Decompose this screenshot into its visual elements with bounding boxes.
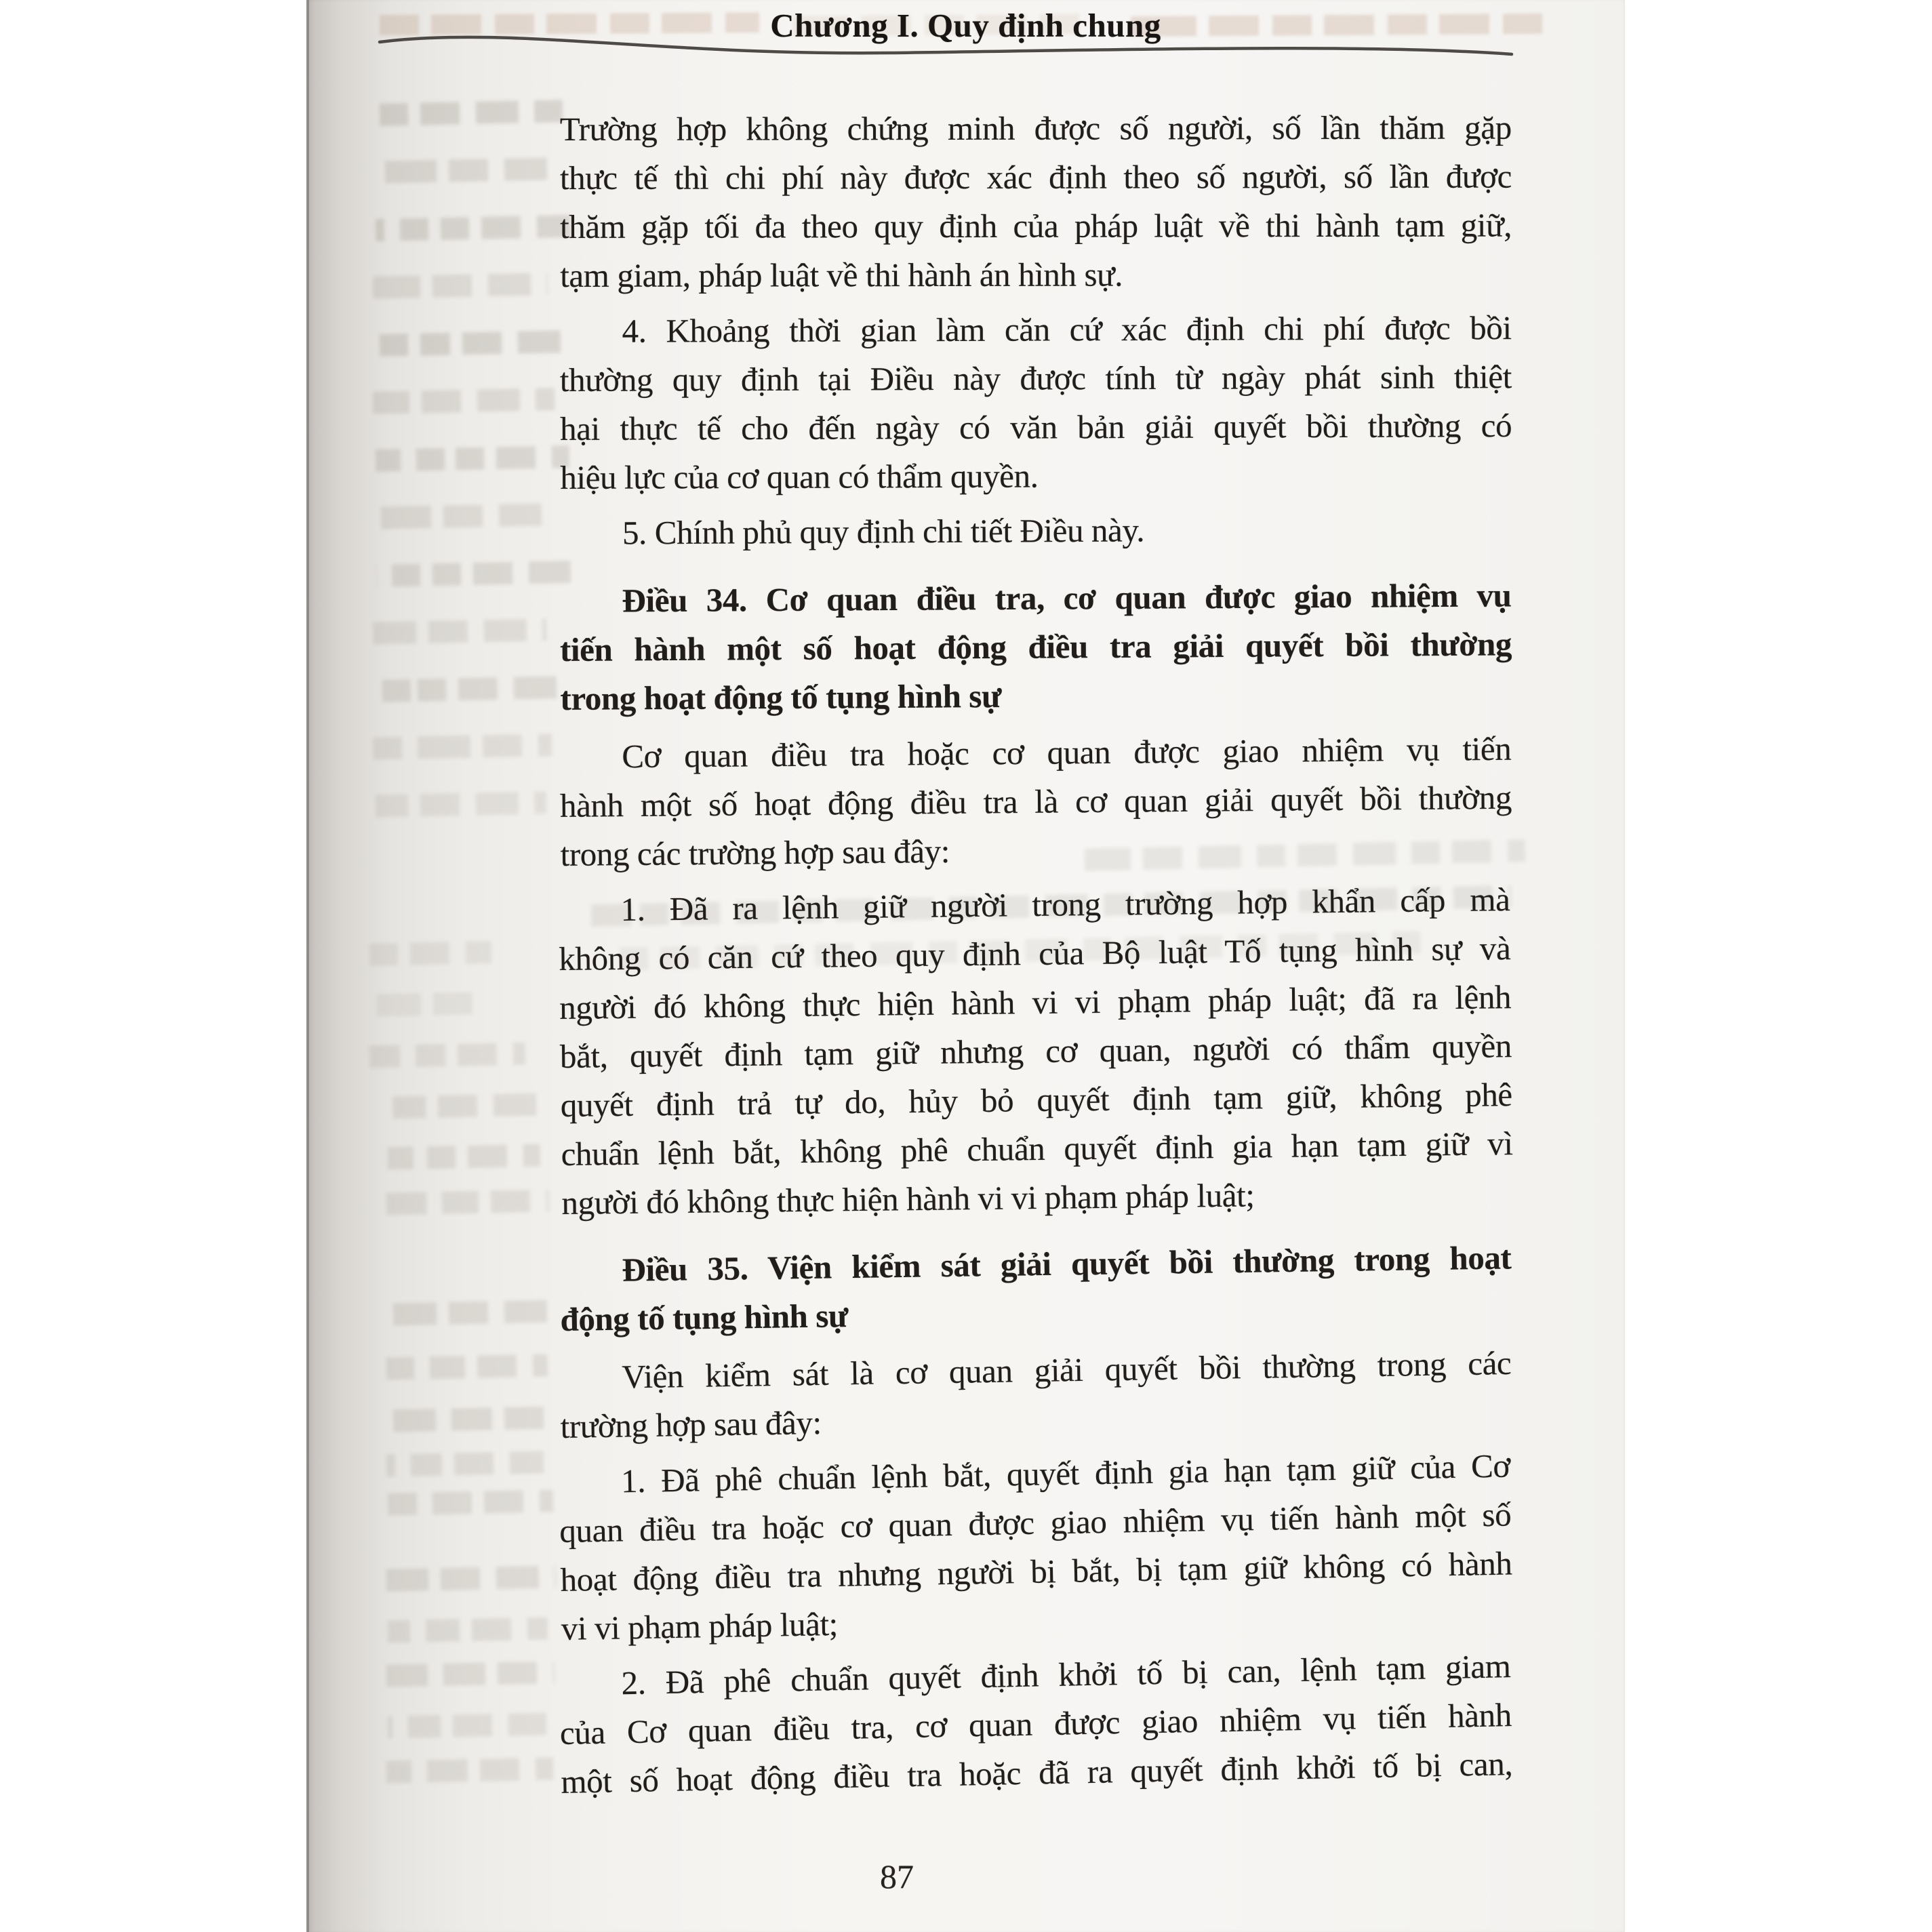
bleedthrough-ghost	[376, 330, 573, 357]
bleedthrough-ghost	[376, 215, 571, 241]
text-line: hoạt động điều tra nhưng người bị bắt, bị tạm giữ không có hành	[560, 1544, 1512, 1598]
bleedthrough-ghost	[373, 503, 550, 529]
text-line: 4. Khoảng thời gian làm căn cứ xác định chi phí được bồi	[622, 309, 1512, 350]
bleedthrough-ghost	[369, 1043, 526, 1068]
bleedthrough-ghost	[386, 1661, 555, 1687]
bleedthrough-ghost	[373, 618, 547, 644]
text-line: Cơ quan điều tra hoặc cơ quan được giao nhiệm vụ tiến	[622, 729, 1512, 776]
bleedthrough-ghost	[386, 1565, 557, 1591]
heading-line: động tố tụng hình sự	[560, 1297, 849, 1338]
bleedthrough-ghost	[388, 1489, 554, 1515]
article-35-intro	[559, 1339, 1512, 1451]
bleedthrough-ghost	[373, 388, 555, 414]
page-content	[560, 105, 1512, 1807]
text-line: Viện kiểm sát là cơ quan giải quyết bồi thường trong các	[621, 1344, 1512, 1396]
text-line: trường hợp sau đây:	[560, 1403, 822, 1445]
bleedthrough-ghost	[376, 561, 571, 587]
paragraph-continuation	[560, 104, 1512, 300]
bleedthrough-ghost	[376, 791, 547, 817]
text-line: hiệu lực của cơ quan có thẩm quyền.	[560, 457, 1039, 496]
bleedthrough-ghost	[388, 1144, 541, 1170]
text-line: 2. Đã phê chuẩn quyết định khởi tố bị can, lệnh tạm giam	[621, 1647, 1511, 1702]
text-line: thực tế thì chi phí này được xác định theo số người, số lần được	[559, 157, 1512, 197]
bleedthrough-ghost	[388, 1300, 558, 1325]
text-line: hành một số hoạt động điều tra là cơ quan giải quyết bồi thường	[559, 778, 1512, 824]
chapter-header-title: Chương I. Quy định chung	[770, 7, 1161, 44]
text-line: Trường hợp không chứng minh được số người, số lần thăm gặp	[559, 108, 1512, 148]
article-34-heading	[559, 571, 1512, 723]
article-34-item-1	[558, 875, 1514, 1228]
text-line: quan điều tra hoặc cơ quan được giao nhiệm vụ tiến hành một số	[559, 1495, 1512, 1550]
text-line: bắt, quyết định tạm giữ nhưng cơ quan, người có thẩm quyền	[559, 1027, 1512, 1075]
text-line: người đó không thực hiện hành vi vi phạm pháp luật; đã ra lệnh	[559, 978, 1512, 1027]
list-item-4	[559, 304, 1512, 502]
list-item-5	[560, 504, 1512, 558]
article-34-intro	[559, 725, 1512, 879]
article-35-item-1	[558, 1442, 1513, 1653]
text-line: người đó không thực hiện hành vi vi phạm pháp luật;	[561, 1176, 1255, 1222]
heading-line: Điều 35. Viện kiểm sát giải quyết bồi thường trong hoạt	[622, 1239, 1512, 1289]
bleedthrough-ghost	[373, 733, 552, 760]
text-line: không có căn cứ theo quy định của Bộ luật Tố tụng hình sự và	[559, 929, 1511, 978]
bleedthrough-ghost	[373, 273, 548, 298]
text-line: một số hoạt động điều tra hoặc đã ra quyết định khởi tố bị can,	[560, 1745, 1513, 1800]
bleedthrough-ghost	[386, 1354, 548, 1380]
article-35-heading	[559, 1233, 1512, 1344]
bleedthrough-ghost	[386, 1757, 554, 1783]
text-line: hại thực tế cho đến ngày có văn bản giải quyết bồi thường có	[560, 407, 1512, 447]
bleedthrough-ghost	[388, 1617, 548, 1643]
text-line: thường quy định tại Điều này được tính từ ngày phát sinh thiệt	[559, 358, 1512, 399]
bleedthrough-ghost	[369, 941, 492, 966]
header-rule	[306, 20, 1625, 68]
text-line: của Cơ quan điều tra, cơ quan được giao nhiệm vụ tiến hành	[559, 1696, 1512, 1752]
bleedthrough-ghost	[386, 1189, 550, 1215]
text-line: trong các trường hợp sau đây:	[560, 832, 950, 873]
text-line: chuẩn lệnh bắt, không phê chuẩn quyết định gia hạn tạm giữ vì	[561, 1125, 1513, 1173]
bleedthrough-ghost	[376, 676, 566, 702]
bleedthrough-ghost	[369, 992, 482, 1016]
text-line: 1. Đã phê chuẩn lệnh bắt, quyết định gia hạn tạm giữ của Cơ	[620, 1447, 1511, 1500]
bleedthrough-ghost	[388, 1713, 547, 1739]
bleedthrough-ghost	[374, 100, 568, 126]
heading-line: tiến hành một số hoạt động điều tra giải quyết bồi thường	[559, 625, 1512, 668]
text-line: quyết định trả tự do, hủy bỏ quyết định tạm giữ, không phê	[560, 1076, 1513, 1124]
bleedthrough-ghost	[376, 445, 570, 472]
bleedthrough-ghost	[386, 1093, 546, 1119]
heading-line: Điều 34. Cơ quan điều tra, cơ quan được giao nhiệm vụ	[622, 576, 1512, 620]
article-35-item-2	[559, 1642, 1513, 1807]
text-line: 1. Đã ra lệnh giữ người trong trường hợp khẩn cấp mà	[620, 881, 1510, 928]
bleedthrough-ghost	[373, 157, 551, 183]
bleedthrough-ghost	[388, 1406, 555, 1432]
text-line: tạm giam, pháp luật về thi hành án hình sự.	[560, 256, 1123, 294]
heading-line: trong hoạt động tố tụng hình sự	[560, 677, 1002, 717]
text-line: vi vi phạm pháp luật;	[561, 1605, 839, 1647]
bleedthrough-ghost	[386, 1451, 544, 1477]
text-line: thăm gặp tối đa theo quy định của pháp luật về thi hành tạm giữ,	[560, 206, 1512, 245]
page-number: 87	[880, 1857, 914, 1895]
text-line: 5. Chính phủ quy định chi tiết Điều này.	[622, 511, 1145, 552]
